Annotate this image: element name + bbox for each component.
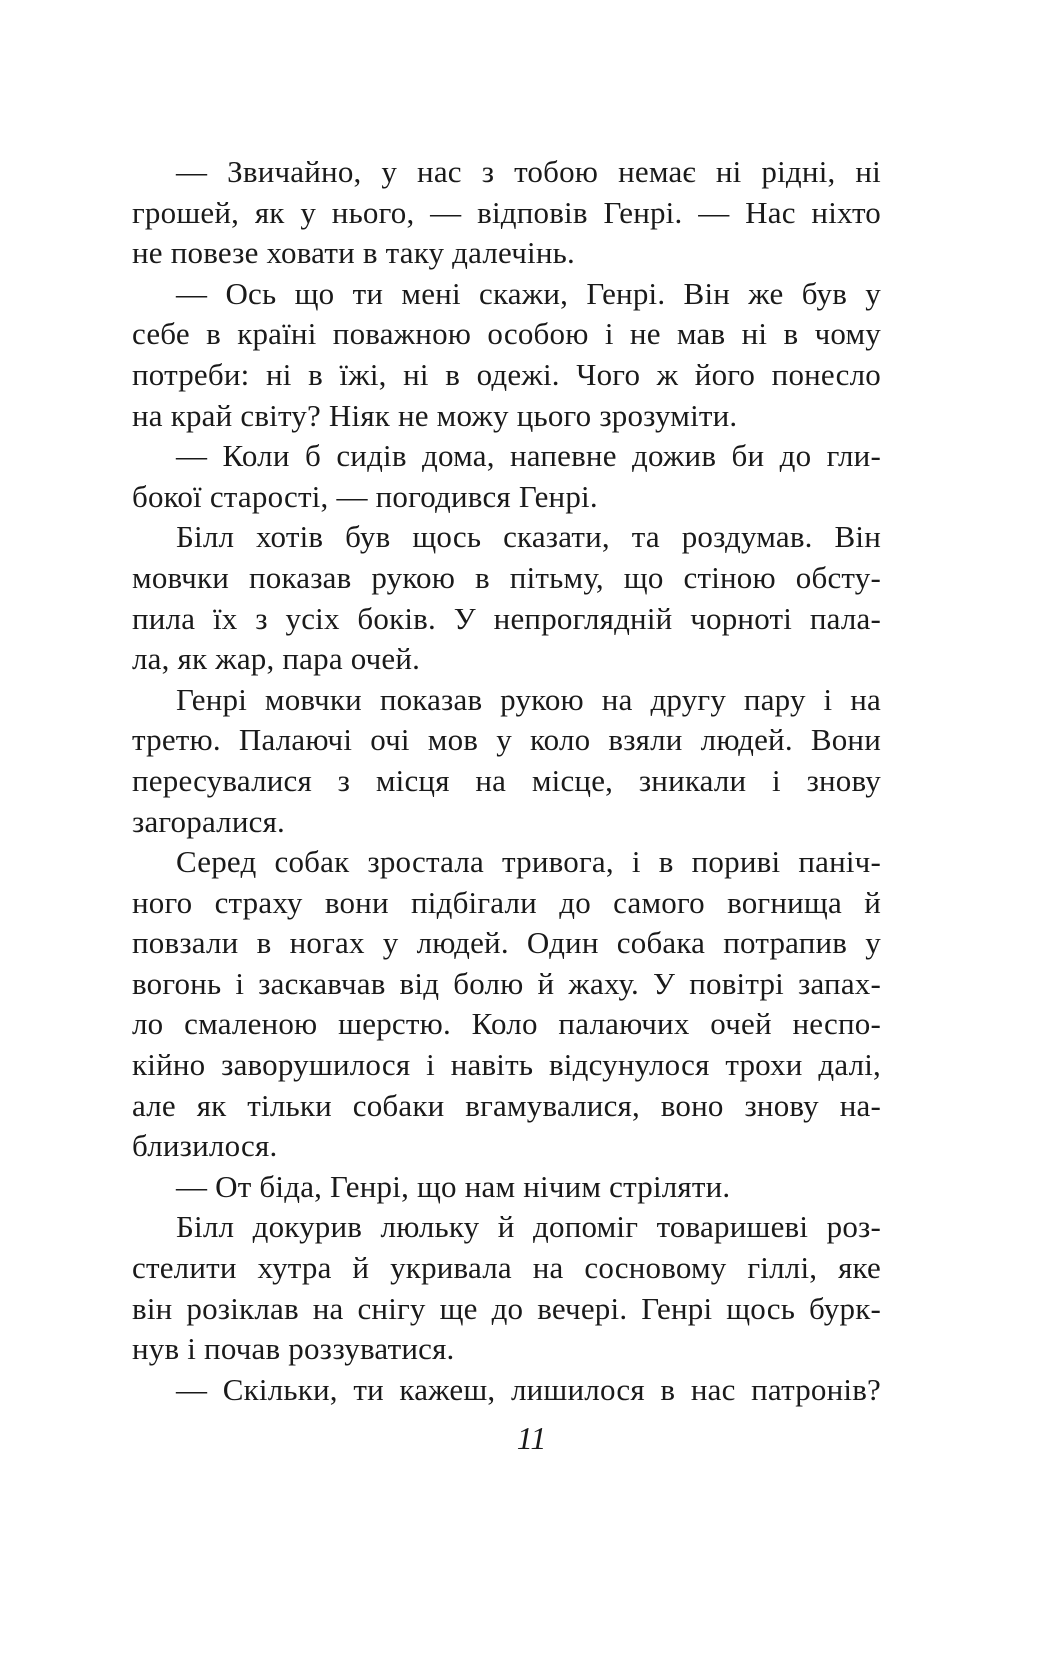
text-line: близилося. [132, 1128, 278, 1164]
text-line: ло смаленою шерстю. Коло палаючих очей неспо- [132, 1006, 881, 1042]
text-line: — Звичайно, у нас з тобою немає ні рідні, ні [176, 154, 881, 189]
text-line: грошей, як у нього, — відповів Генрі. — Нас ніхто [132, 194, 881, 230]
text-line: він розіклав на снігу ще до вечері. Генрі щось бурк- [132, 1290, 881, 1326]
text-line: повзали в ногах у людей. Один собака потрапив у [132, 925, 881, 961]
text-line: бокої старості, — погодився Генрі. [132, 478, 598, 514]
text-line: — Скільки, ти кажеш, лишилося в нас патронів? [176, 1371, 881, 1407]
text-line: на край світу? Ніяк не можу цього зрозуміти. [132, 397, 738, 433]
text-line: потреби: ні в їжі, ні в одежі. Чого ж його понесло [132, 356, 881, 392]
text-line: — Коли б сидів дома, напевне дожив би до гли- [176, 438, 881, 474]
text-line: Білл докурив люльку й допоміг товаришеві роз- [176, 1209, 881, 1245]
text-line: пила їх з усіх боків. У непроглядній чорноті пала- [132, 600, 881, 636]
text-line: пересувалися з місця на місце, зникали і знову [132, 762, 881, 798]
page-number: 11 [516, 1420, 547, 1456]
text-line: нув і почав роззуватися. [132, 1331, 455, 1367]
text-line: ного страху вони підбігали до самого вогнища й [132, 884, 881, 920]
text-line: не повезе ховати в таку далечінь. [132, 235, 575, 271]
text-line: — От біда, Генрі, що нам нічим стріляти. [176, 1168, 731, 1204]
text-line: стелити хутра й укривала на сосновому гіллі, яке [132, 1250, 881, 1286]
text-line: загоралися. [132, 803, 286, 839]
text-line: кійно заворушилося і навіть відсунулося трохи далі, [132, 1047, 881, 1083]
text-line: ла, як жар, пара очей. [132, 641, 421, 677]
text-line: Білл хотів був щось сказати, та роздумав. Він [176, 519, 881, 555]
text-line: третю. Палаючі очі мов у коло взяли людей. Вони [132, 722, 881, 758]
page-text-block [132, 152, 881, 1410]
text-line: себе в країні поважною особою і не мав ні в чому [132, 316, 881, 352]
text-line: але як тільки собаки вгамувалися, воно знову на- [132, 1087, 881, 1123]
text-line: мовчки показав рукою в пітьму, що стіною обсту- [132, 559, 881, 595]
text-line: Серед собак зростала тривога, і в пориві паніч- [176, 844, 881, 880]
text-line: Генрі мовчки показав рукою на другу пару і на [176, 681, 881, 717]
text-line: — Ось що ти мені скажи, Генрі. Він же був у [176, 275, 881, 311]
text-line: вогонь і заскавчав від болю й жаху. У повітрі запах- [132, 965, 881, 1001]
